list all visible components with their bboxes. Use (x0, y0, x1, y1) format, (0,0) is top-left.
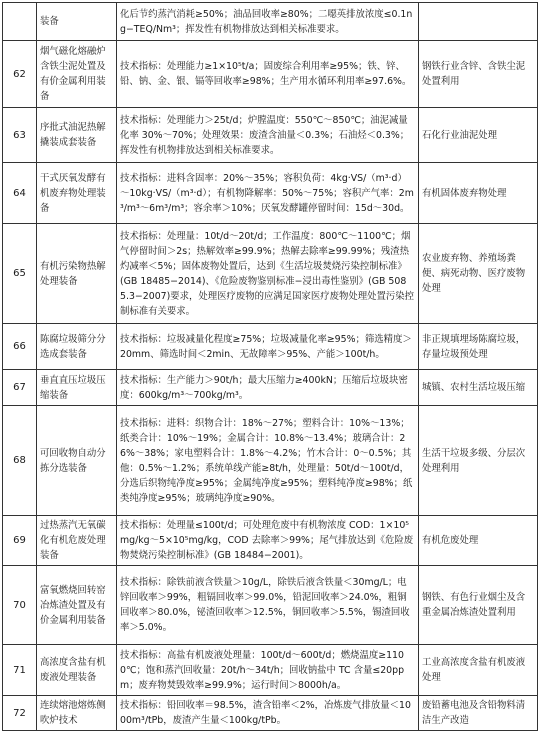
equipment-name: 陈腐垃圾筛分分选成套装备 (37, 324, 117, 370)
application-field: 有机固体废弃物处理 (419, 163, 538, 224)
technical-spec: 技术指标：除铁前液含铁量＞10g/L，除铁后液含铁量＜30mg/L；电锌回收率＞99%，粗镉回收率＞99.0%，铅泥回收率＞24.0%，粗铜回收率＞80.0%，铋渣回收率＞12.5%，铜回收率＞5.5%，锡渣回收率＞5.0%。 (117, 566, 419, 645)
application-field (419, 3, 538, 41)
table-row (3, 41, 538, 108)
equipment-name: 高浓度含盐有机废液处理装备 (37, 645, 117, 696)
table-row (3, 645, 538, 696)
technical-spec: 技术指标：进料：织物合计：18%～27%；塑料合计：10%～13%；纸类合计：10%～19%；金属合计：10.8%～13.4%；玻璃合计：26%～38%；家电塑料合计：1.8%～4.2%；竹木合计：0～0.5%；其他：0.5%～1.2%；系统单线产能≥8t/h，处理量：50t/d～100t/d，分选后织物纯净度≥95%；金属纯净度≥95%；塑料纯净度≥98%；纸类纯净度≥95%；玻璃纯净度≥90%。 (117, 406, 419, 516)
equipment-name: 可回收物自动分拣分选装备 (37, 406, 117, 516)
row-number: 65 (3, 224, 37, 324)
technical-spec: 化后节约蒸汽消耗≥50%；油品回收率≥80%；二噁英排放浓度≤0.1ng−TEQ/Nm³；挥发性有机物排放达到相关标准要求。 (117, 3, 419, 41)
row-number: 62 (3, 41, 37, 108)
table-row (3, 3, 538, 41)
table-row (3, 696, 538, 731)
table-body (3, 3, 538, 731)
equipment-table (2, 2, 538, 731)
application-field: 农业废弃物、养殖场粪便、病死动物、医疗废物处理 (419, 224, 538, 324)
application-field: 工业高浓度含盐有机废液处理 (419, 645, 538, 696)
row-number: 66 (3, 324, 37, 370)
table-row (3, 370, 538, 406)
application-field: 废铅蓄电池及含铅物料清洁生产改造 (419, 696, 538, 731)
technical-spec: 技术指标：进料含固率：20%～35%；容积负荷：4kg·VS/（m³·d）～10kg·VS/（m³·d）；有机物降解率：50%～75%；容积产气率：2m³/m³～6m³/m³；容余率＞10%；厌氧发酵罐停留时间：15d～30d。 (117, 163, 419, 224)
technical-spec: 技术指标：处理量≤100t/d；可处理危废中有机物浓度 COD：1×10⁵mg/kg～5×10⁵mg/kg，COD 去除率＞99%；尾气排放达到《危险废物焚烧污染控制标准》(GB 18484−2001)。 (117, 516, 419, 566)
application-field: 有机危废处理 (419, 516, 538, 566)
equipment-name: 富氧燃烧回转窑冶炼渣处置及有价金属利用装备 (37, 566, 117, 645)
row-number: 67 (3, 370, 37, 406)
application-field: 生活干垃圾多级、分层次处理利用 (419, 406, 538, 516)
row-number: 64 (3, 163, 37, 224)
row-number: 68 (3, 406, 37, 516)
row-number: 70 (3, 566, 37, 645)
equipment-name: 连续熔池熔炼侧吹炉技术 (37, 696, 117, 731)
table-row (3, 163, 538, 224)
row-number: 71 (3, 645, 37, 696)
application-field: 钢铁、有色行业烟尘及含重金属冶炼渣处置利用 (419, 566, 538, 645)
technical-spec: 技术指标：高盐有机废液处理量：100t/d～600t/d；燃烧温度≥1100℃；饱和蒸汽回收量：20t/h～34t/h；回收钠盐中 TC 含量≤20ppm；废弃物焚毁效率≥99.9%；运行时间＞8000h/a。 (117, 645, 419, 696)
equipment-name: 烟气磁化熔融炉含铁尘泥处置及有价金属利用装备 (37, 41, 117, 108)
table-row (3, 108, 538, 163)
table-row (3, 566, 538, 645)
table-row (3, 516, 538, 566)
technical-spec: 技术指标：处理量：10t/d～20t/d；工作温度：800℃～1100℃；烟气停留时间＞2s；热解效率≥99.9%；热解去除率≥99.99%；残渣热灼减率＜5%；固体废物处置后，达到《生活垃圾焚烧污染控制标准》(GB 18485−2014)、《危险废物鉴别标准−浸出毒性鉴别》(GB 5085.3−2007)要求，处理医疗废物的应满足国家医疗废物处理处置污染控制标准有关要求。 (117, 224, 419, 324)
technical-spec: 技术指标：生产能力＞90t/h；最大压缩力≥400kN；压缩后垃圾块密度：600kg/m³～700kg/m³。 (117, 370, 419, 406)
row-number (3, 3, 37, 41)
row-number: 72 (3, 696, 37, 731)
equipment-name: 装备 (37, 3, 117, 41)
row-number: 63 (3, 108, 37, 163)
application-field: 城镇、农村生活垃圾压缩 (419, 370, 538, 406)
technical-spec: 技术指标：铅回收率＝98.5%，渣含铅率＜2%，冶炼废气排放量＜1000m³/tPb，废渣产生量＜100kg/tPb。 (117, 696, 419, 731)
technical-spec: 技术指标：处理能力＞25t/d；炉膛温度：550℃～850℃；油泥减量化率 30%～70%；处理效果：废渣含油量＜0.3%；石油烃＜0.3%；挥发性有机物排放达到相关标准要求。 (117, 108, 419, 163)
equipment-name: 过热蒸汽无氧碳化有机危废处理装备 (37, 516, 117, 566)
application-field: 石化行业油泥处理 (419, 108, 538, 163)
equipment-name: 干式厌氧发酵有机废弃物处理装备 (37, 163, 117, 224)
equipment-name: 有机污染物热解处理装备 (37, 224, 117, 324)
table-row (3, 406, 538, 516)
application-field: 非正规填埋场陈腐垃圾，存量垃圾预处理 (419, 324, 538, 370)
table-row (3, 324, 538, 370)
technical-spec: 技术指标：处理能力≥1×10⁵t/a；固废综合利用率≥95%；铁、锌、铅、钠、金、银、镉等回收率≥98%；生产用水循环利用率≥97.6%。 (117, 41, 419, 108)
table-row (3, 224, 538, 324)
equipment-name: 序批式油泥热解撬装成套装备 (37, 108, 117, 163)
row-number: 69 (3, 516, 37, 566)
technical-spec: 技术指标：垃圾减量化程度≥75%；垃圾减量化率≥95%；筛选精度＞20mm、筛选时间＜2min、无故障率＞95%、产能＞100t/h。 (117, 324, 419, 370)
application-field: 钢铁行业含锌、含铁尘泥处置利用 (419, 41, 538, 108)
equipment-name: 垂直直压垃圾压缩装备 (37, 370, 117, 406)
